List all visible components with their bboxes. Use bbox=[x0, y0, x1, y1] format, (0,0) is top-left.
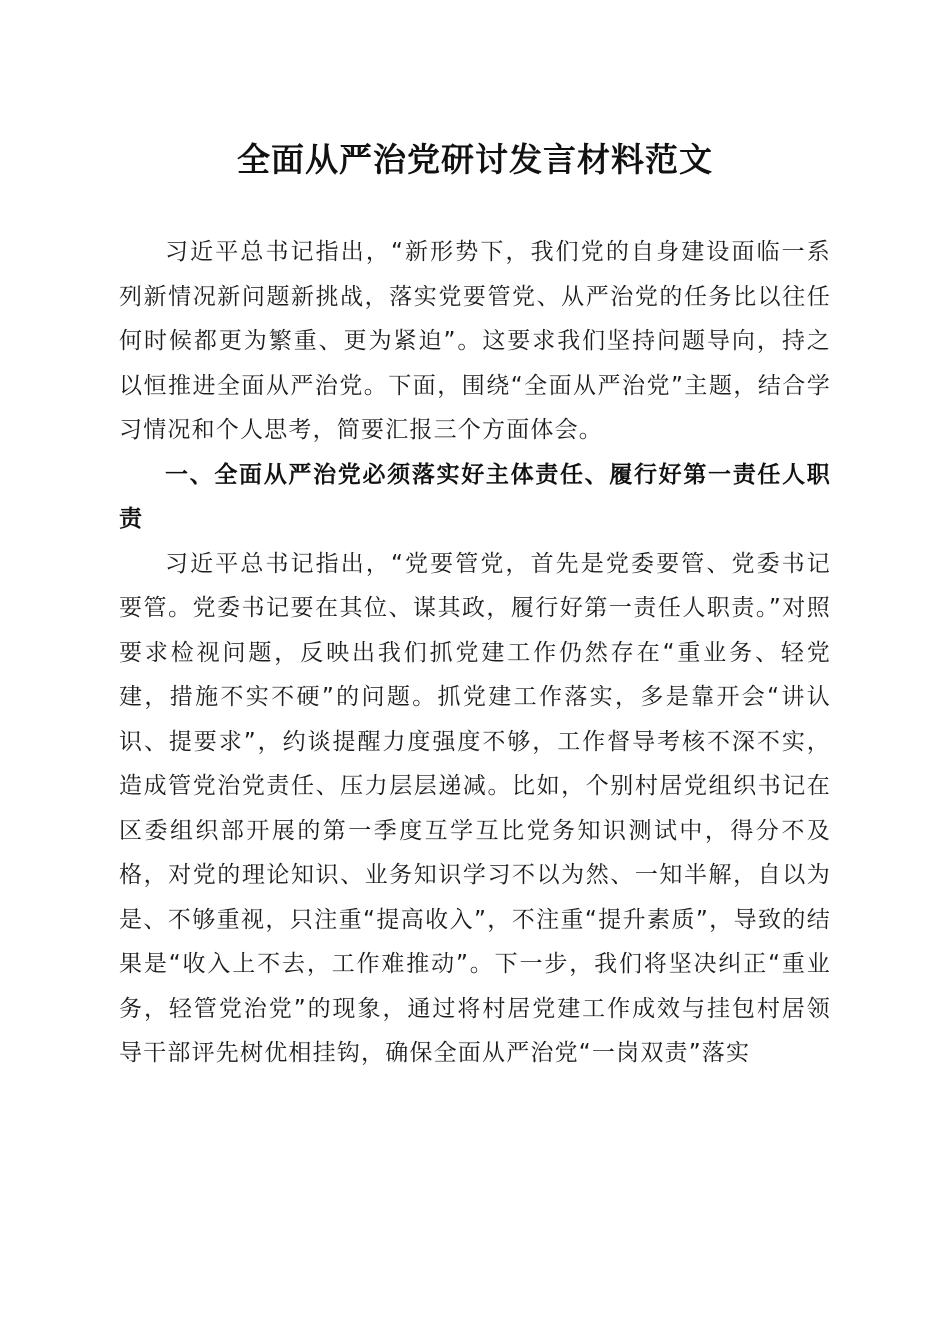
section-1-heading: 一、全面从严治党必须落实好主体责任、履行好第一责任人职责 bbox=[119, 461, 831, 532]
document-body bbox=[119, 230, 831, 1076]
document-title: 全面从严治党研讨发言材料范文 bbox=[237, 140, 713, 179]
section-1-paragraph: 习近平总书记指出，“党要管党，首先是党委要管、党委书记要管。党委书记要在其位、谋其政，履行好第一责任人职责。”对照要求检视问题，反映出我们抓党建工作仍然存在“重业务、轻党建，措施不实不硬”的问题。抓党建工作落实，多是靠开会“讲认识、提要求”，约谈提醒力度强度不够，工作督导考核不深不实，造成管党治党责任、压力层层递减。比如，个别村居党组织书记在区委组织部开展的第一季度互学互比党务知识测试中，得分不及格，对党的理论知识、业务知识学习不以为然、一知半解，自以为是、不够重视，只注重“提高收入”，不注重“提升素质”，导致的结果是“收入上不去，工作难推动”。下一步，我们将坚决纠正“重业务，轻管党治党”的现象，通过将村居党建工作成效与挂包村居领导干部评先树优相挂钩，确保全面从严治党“一岗双责”落实 bbox=[119, 550, 831, 1066]
intro-paragraph: 习近平总书记指出，“新形势下，我们党的自身建设面临一系列新情况新问题新挑战，落实党要管党、从严治党的任务比以往任何时候都更为繁重、更为紧迫”。这要求我们坚持问题导向，持之以恒推进全面从严治党。下面，围绕“全面从严治党”主题，结合学习情况和个人思考，简要汇报三个方面体会。 bbox=[119, 239, 831, 443]
